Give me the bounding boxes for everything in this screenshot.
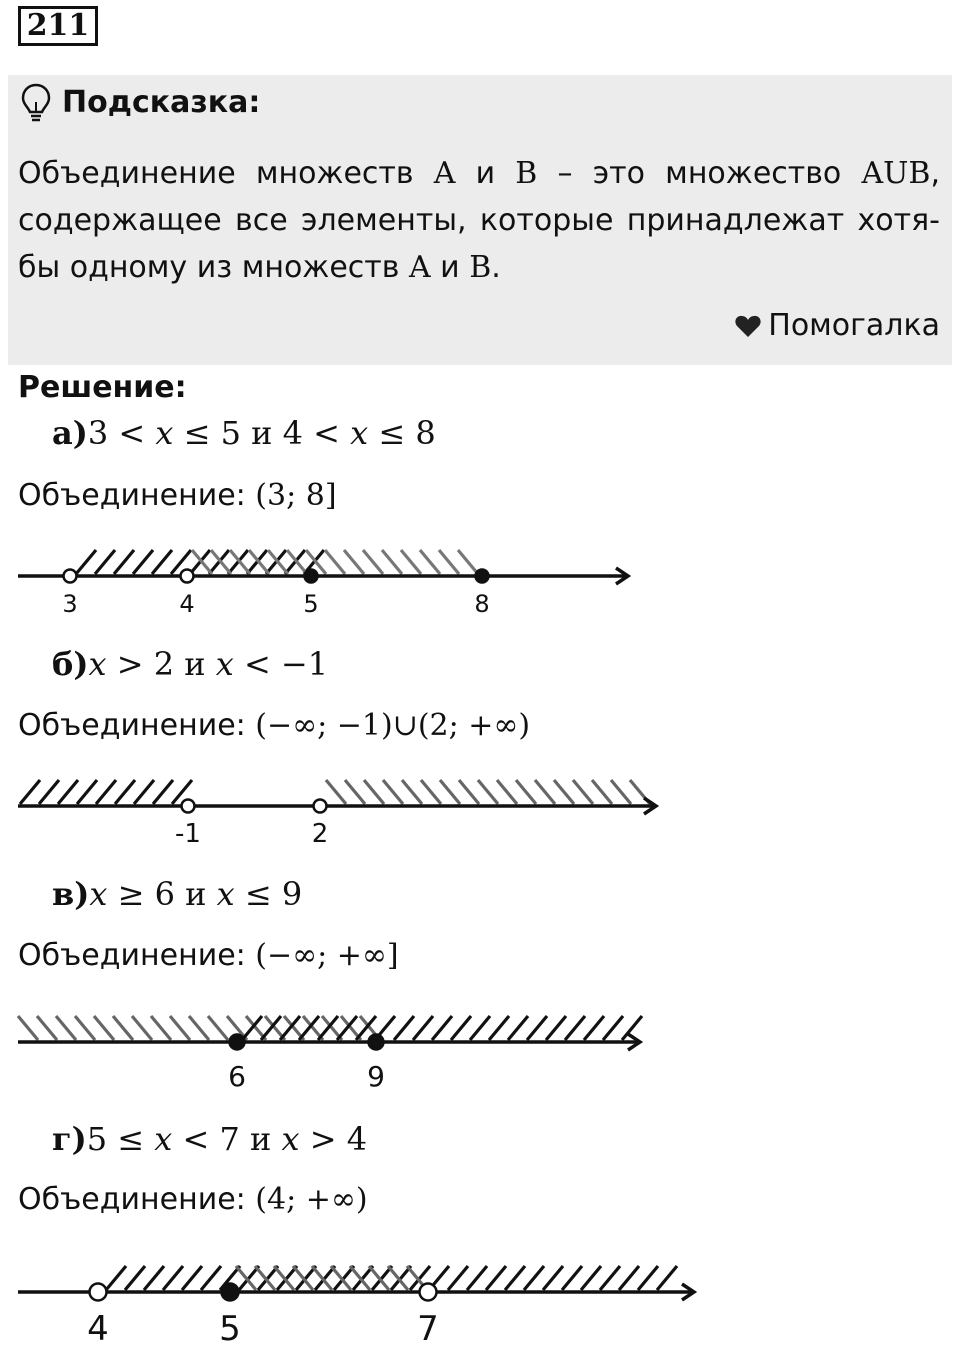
hatch-mark <box>638 1266 658 1290</box>
hatch-mark <box>554 780 574 804</box>
hatch-mark <box>345 780 365 804</box>
hatch-mark <box>312 1266 332 1290</box>
hatch-mark <box>440 780 460 804</box>
hatch-mark <box>144 1266 164 1290</box>
number-line-a <box>0 540 960 620</box>
hatch-mark <box>134 780 154 804</box>
hatch-mark <box>489 1016 509 1040</box>
hatch-mark <box>325 550 345 574</box>
lightbulb-icon <box>20 82 52 126</box>
point-label: 8 <box>474 590 490 618</box>
hatch-mark <box>505 1266 525 1290</box>
hatch-mark <box>600 1266 620 1290</box>
open-point <box>182 800 195 813</box>
hatch-mark <box>75 1016 95 1040</box>
hatch-mark <box>413 1016 433 1040</box>
hatch-mark <box>619 1266 639 1290</box>
hatch-mark <box>299 1016 319 1040</box>
hatch-mark <box>132 1016 152 1040</box>
task-d-union: Объединение: (4; +∞) <box>18 1182 368 1217</box>
hatch-mark <box>657 1266 677 1290</box>
hatch-mark <box>344 550 364 574</box>
hatch-mark <box>151 1016 171 1040</box>
hatch-mark <box>543 1266 563 1290</box>
hatch-mark <box>182 1266 202 1290</box>
hatch-mark <box>363 550 383 574</box>
hatch-mark <box>421 780 441 804</box>
filled-point <box>222 1284 239 1301</box>
hatch-mark <box>516 780 536 804</box>
point-label: 3 <box>62 590 78 618</box>
hatch-mark <box>508 1016 528 1040</box>
hatch-mark <box>133 550 153 574</box>
point-label: 9 <box>367 1060 385 1093</box>
open-point <box>90 1284 107 1301</box>
hatch-mark <box>497 780 517 804</box>
hatch-mark <box>394 1016 414 1040</box>
filled-point <box>476 570 489 583</box>
hatch-mark <box>56 1016 76 1040</box>
hatch-mark <box>96 780 116 804</box>
hatch-mark <box>113 1016 133 1040</box>
hint-text: Объединение множеств A и B – это множество AUB, содержащее все элементы, которые принадлежат хотя-бы одному из множеств A и B. <box>18 156 941 285</box>
hatch-mark <box>420 550 440 574</box>
hatch-mark <box>562 1266 582 1290</box>
point-label: 4 <box>179 590 195 618</box>
number-line-b <box>0 770 960 850</box>
point-label: -1 <box>175 819 201 849</box>
open-point <box>314 800 327 813</box>
hatch-mark <box>163 1266 183 1290</box>
hatch-mark <box>242 1016 262 1040</box>
point-label: 7 <box>417 1309 439 1347</box>
point-label: 5 <box>219 1309 241 1347</box>
hatch-mark <box>364 780 384 804</box>
task-a-union: Объединение: (3; 8] <box>18 478 337 513</box>
hatch-mark <box>255 1266 275 1290</box>
hatch-mark <box>350 1266 370 1290</box>
filled-point <box>305 570 318 583</box>
hatch-mark <box>326 780 346 804</box>
hatch-mark <box>383 780 403 804</box>
point-label: 6 <box>228 1060 246 1093</box>
task-d-condition: г)5 ≤ 𝑥 < 7 и 𝑥 > 4 <box>52 1120 368 1158</box>
point-label: 5 <box>303 590 319 618</box>
hatch-mark <box>153 780 173 804</box>
hatch-mark <box>546 1016 566 1040</box>
hatch-mark <box>95 550 115 574</box>
filled-point <box>369 1035 384 1050</box>
hatch-mark <box>535 780 555 804</box>
hatch-mark <box>603 1016 623 1040</box>
hatch-mark <box>573 780 593 804</box>
hatch-mark <box>331 1266 351 1290</box>
task-b-condition: б)𝑥 > 2 и 𝑥 < −1 <box>52 645 329 683</box>
problem-number: 211 <box>18 6 98 46</box>
hatch-mark <box>592 780 612 804</box>
hatch-mark <box>274 1266 294 1290</box>
hatch-mark <box>448 1266 468 1290</box>
hatch-mark <box>39 780 59 804</box>
hatch-mark <box>318 1016 338 1040</box>
hatch-mark <box>280 1016 300 1040</box>
hatch-mark <box>125 1266 145 1290</box>
filled-point <box>230 1035 245 1050</box>
hatch-mark <box>527 1016 547 1040</box>
hatch-mark <box>458 550 478 574</box>
hatch-mark <box>486 1266 506 1290</box>
open-point <box>420 1284 437 1301</box>
hatch-mark <box>337 1016 357 1040</box>
hatch-mark <box>459 780 479 804</box>
hatch-mark <box>76 550 96 574</box>
hatch-mark <box>439 550 459 574</box>
number-line-d <box>0 1252 960 1347</box>
hatch-mark <box>611 780 631 804</box>
hatch-mark <box>388 1266 408 1290</box>
point-label: 4 <box>87 1309 109 1347</box>
task-c-condition: в)𝑥 ≥ 6 и 𝑥 ≤ 9 <box>52 875 303 913</box>
hatch-mark <box>369 1266 389 1290</box>
hatch-mark <box>77 780 97 804</box>
point-label: 2 <box>311 819 329 849</box>
hatch-mark <box>382 550 402 574</box>
task-c-union: Объединение: (−∞; +∞] <box>18 938 399 973</box>
open-point <box>181 570 194 583</box>
hatch-mark <box>58 780 78 804</box>
hatch-mark <box>565 1016 585 1040</box>
hint-title: Подсказка: <box>62 85 261 120</box>
hatch-mark <box>261 1016 281 1040</box>
hatch-mark <box>201 1266 221 1290</box>
hatch-mark <box>189 1016 209 1040</box>
hatch-mark <box>208 1016 228 1040</box>
hatch-mark <box>37 1016 57 1040</box>
hatch-mark <box>401 550 421 574</box>
hatch-mark <box>18 1016 38 1040</box>
hatch-mark <box>524 1266 544 1290</box>
hatch-mark <box>94 1016 114 1040</box>
hatch-mark <box>115 780 135 804</box>
task-b-union: Объединение: (−∞; −1)∪(2; +∞) <box>18 708 531 743</box>
hatch-mark <box>584 1016 604 1040</box>
credit: Помогалка <box>734 308 940 343</box>
number-line-c <box>0 1008 960 1098</box>
hatch-mark <box>170 1016 190 1040</box>
heart-icon <box>734 315 762 339</box>
open-point <box>64 570 77 583</box>
hatch-mark <box>478 780 498 804</box>
hatch-mark <box>432 1016 452 1040</box>
hatch-mark <box>106 1266 126 1290</box>
hatch-mark <box>451 1016 471 1040</box>
solution-title: Решение: <box>18 370 187 405</box>
hatch-mark <box>20 780 40 804</box>
task-a-condition: а)3 < 𝑥 ≤ 5 и 4 < 𝑥 ≤ 8 <box>52 414 436 452</box>
hatch-mark <box>293 1266 313 1290</box>
hatch-mark <box>581 1266 601 1290</box>
hatch-mark <box>236 1266 256 1290</box>
hatch-mark <box>152 550 172 574</box>
hatch-mark <box>402 780 422 804</box>
hatch-mark <box>467 1266 487 1290</box>
hatch-mark <box>470 1016 490 1040</box>
hatch-mark <box>114 550 134 574</box>
